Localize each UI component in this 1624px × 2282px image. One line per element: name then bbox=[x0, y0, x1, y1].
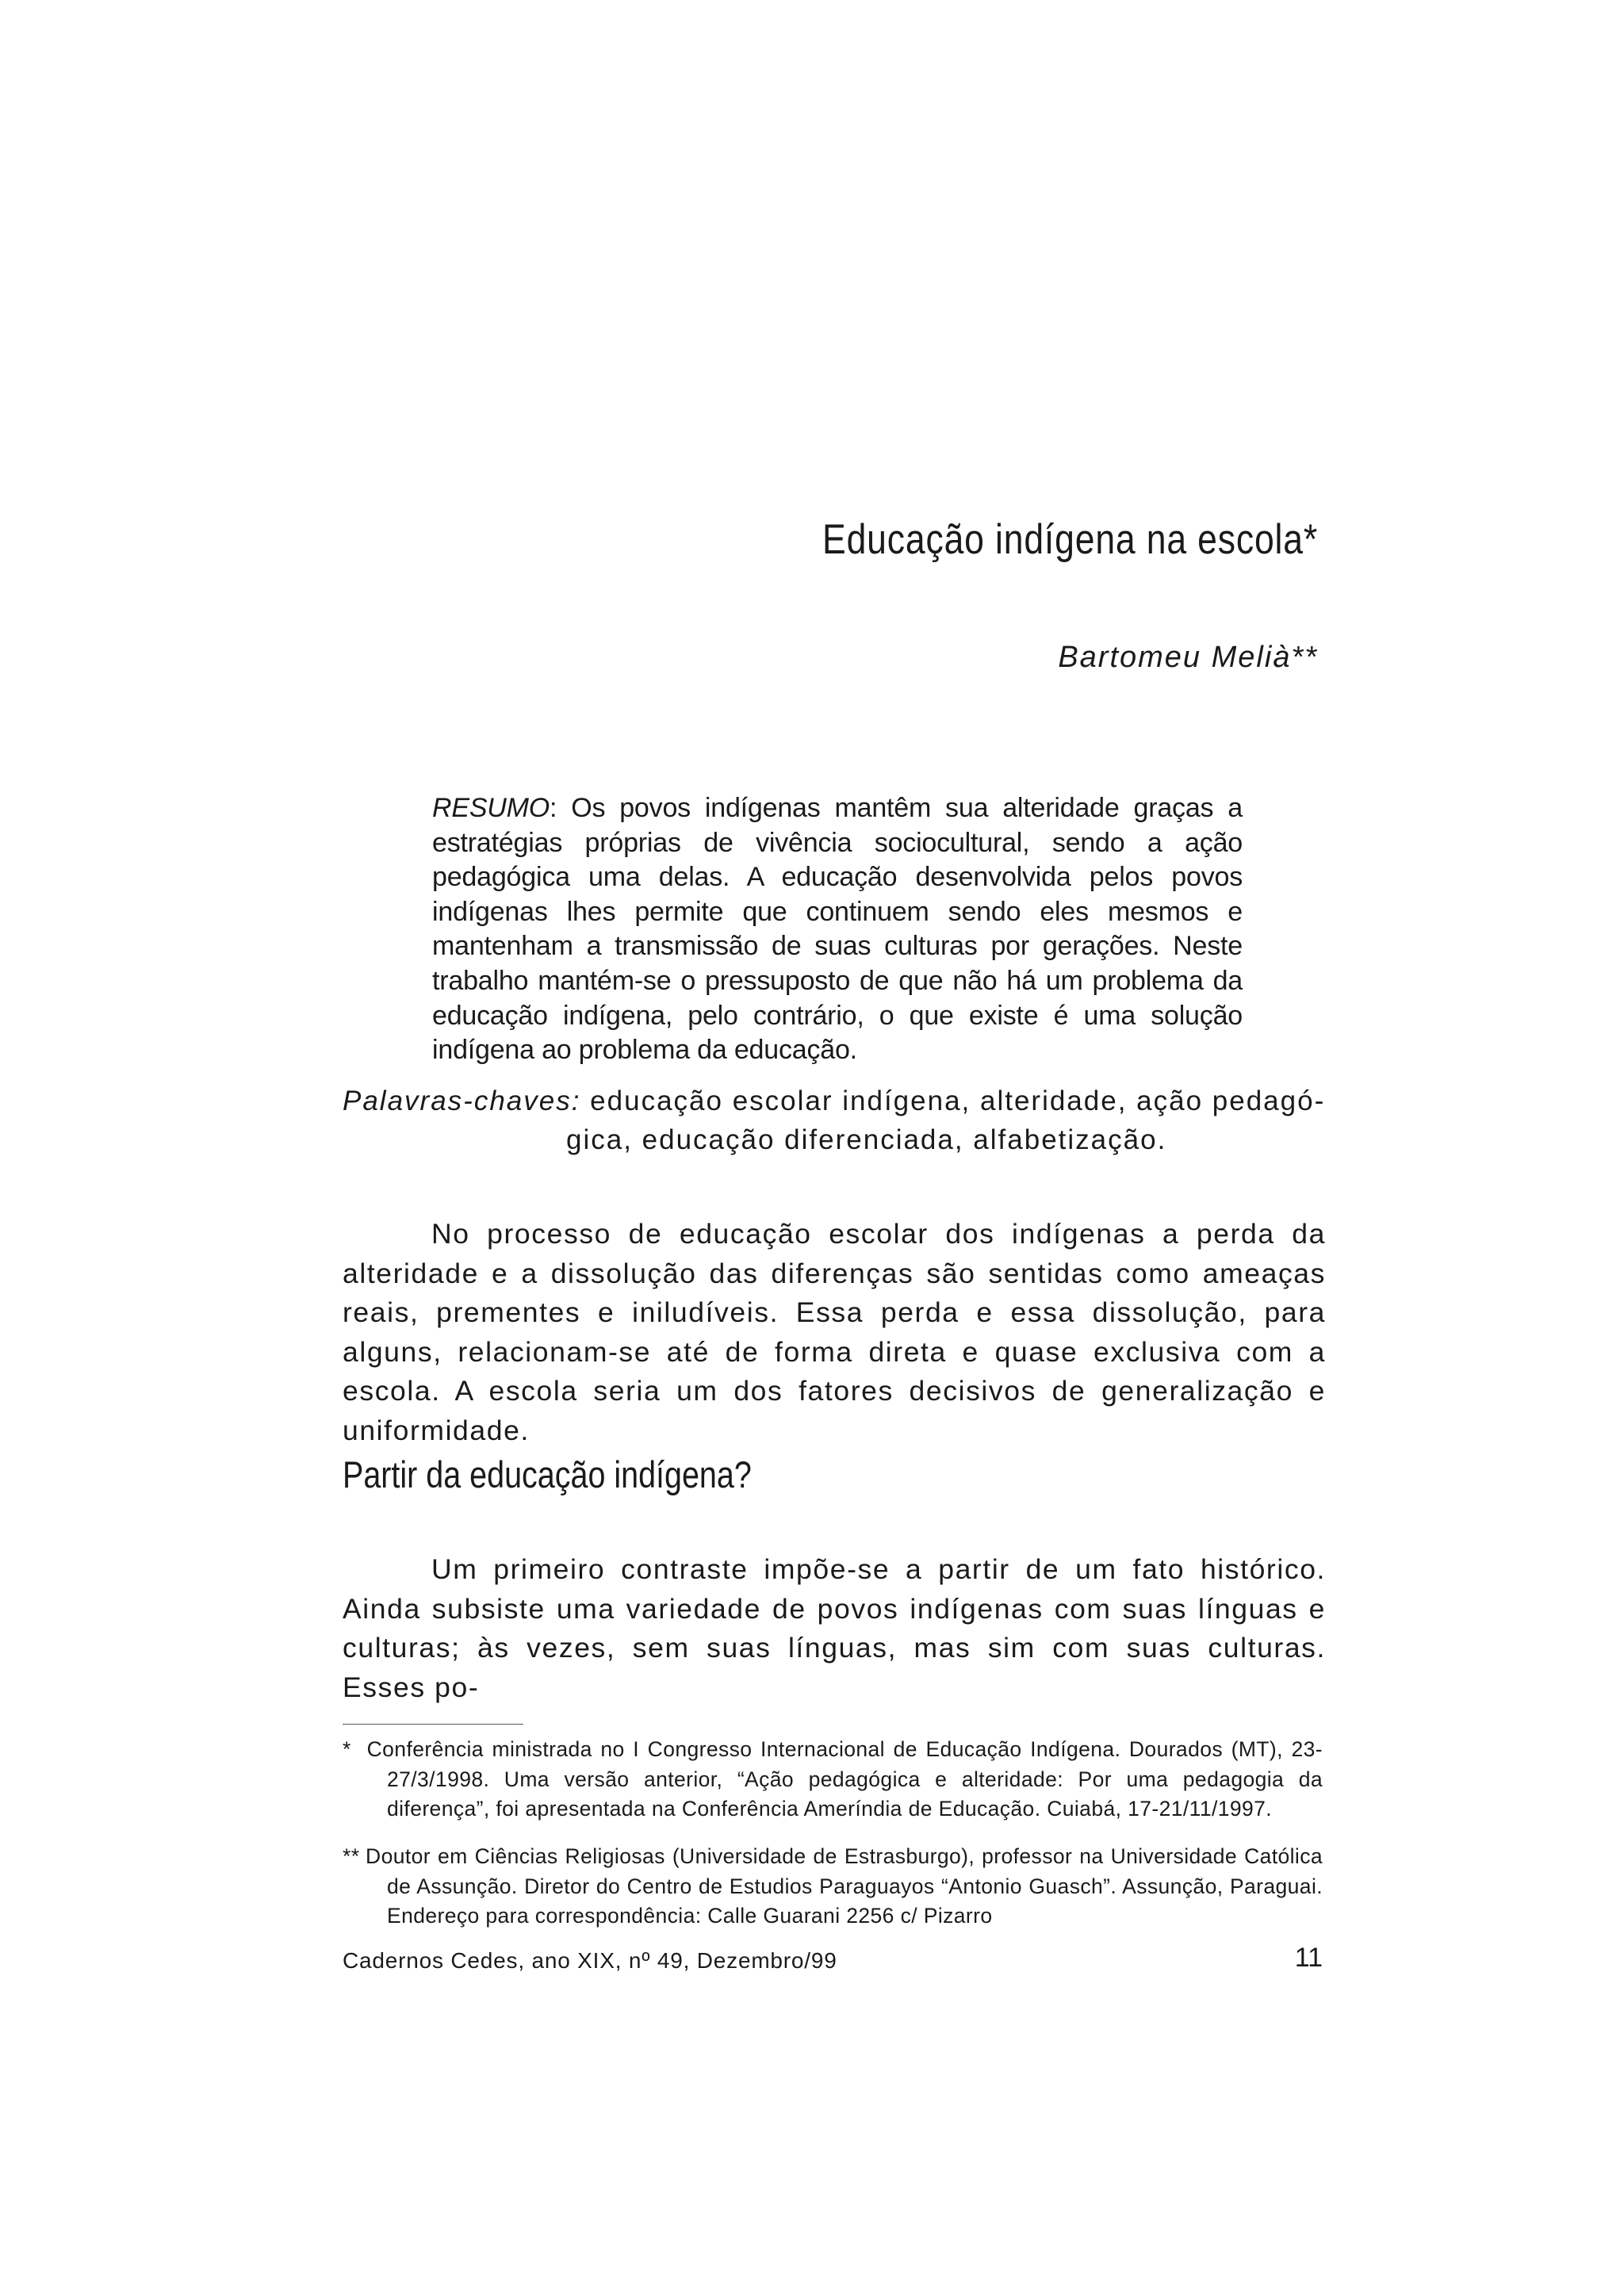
body-paragraph-2: Um primeiro contraste impõe-se a partir de um fato histórico. Ainda subsiste uma variedade de povos indígenas com suas línguas e culturas; às vezes, sem suas línguas, mas sim com suas culturas. Esses po- bbox=[343, 1553, 1326, 1703]
body-paragraph-1: No processo de educação escolar dos indígenas a perda da alteridade e a dissolução das diferenças são sentidas como ameaças reais, prementes e iniludíveis. Essa perda e essa dissolução, para alguns, relacionam-se até de forma direta e quase exclusiva com a escola. A escola seria um dos fatores decisivos de generalização e uniformidade. bbox=[343, 1218, 1326, 1446]
footnote-separator bbox=[343, 1724, 523, 1725]
page-number: 11 bbox=[1294, 1943, 1323, 1973]
footnote-2-mark: ** bbox=[343, 1844, 360, 1868]
article-title: Educação indígena na escola* bbox=[822, 516, 1318, 563]
footnote-1-text: Conferência ministrada no I Congresso Internacional de Educação Indígena. Dourados (MT), 23-27/3/1998. Uma versão anterior, “Ação pedagógica e alteridade: Por uma pedagogia da diferença”, foi apresentada na Conferência Ameríndia de Educação. Cuiabá, 17-21/11/1997. bbox=[366, 1737, 1323, 1821]
article-author: Bartomeu Melià** bbox=[1058, 641, 1318, 674]
abstract bbox=[432, 791, 1243, 1068]
keywords-line-1: educação escolar indígena, alteridade, ação pedagó- bbox=[580, 1085, 1326, 1116]
footnote-1-mark: * bbox=[343, 1737, 351, 1761]
abstract-text: : Os povos indígenas mantêm sua alteridade graças a estratégias próprias de vivência sociocultural, sendo a ação pedagógica uma delas. A educação desenvolvida pelos povos indígenas lhes permite que continuem sendo eles mesmos e mantenham a transmissão de suas culturas por gerações. Neste trabalho mantém-se o pressuposto de que não há um problema da educação indígena, pelo contrário, o que existe é uma solução indígena ao problema da educação. bbox=[432, 793, 1243, 1066]
keywords bbox=[343, 1082, 1326, 1159]
section-heading: Partir da educação indígena? bbox=[343, 1453, 752, 1495]
footnote-2-text: Doutor em Ciências Religiosas (Universidade de Estrasburgo), professor na Universidade Católica de Assunção. Diretor do Centro de Estudios Paraguayos “Antonio Guasch”. Assunção, Paraguai. Endereço para correspondência: Calle Guarani 2256 c/ Pizarro bbox=[366, 1844, 1323, 1928]
keywords-label: Palavras-chaves: bbox=[343, 1085, 581, 1116]
footnote-1 bbox=[343, 1735, 1323, 1824]
footnote-2 bbox=[343, 1842, 1323, 1932]
keywords-line-2: gica, educação diferenciada, alfabetização. bbox=[566, 1124, 1167, 1155]
journal-citation: Cadernos Cedes, ano XIX, nº 49, Dezembro/99 bbox=[343, 1948, 837, 1973]
abstract-label: RESUMO bbox=[432, 793, 550, 823]
